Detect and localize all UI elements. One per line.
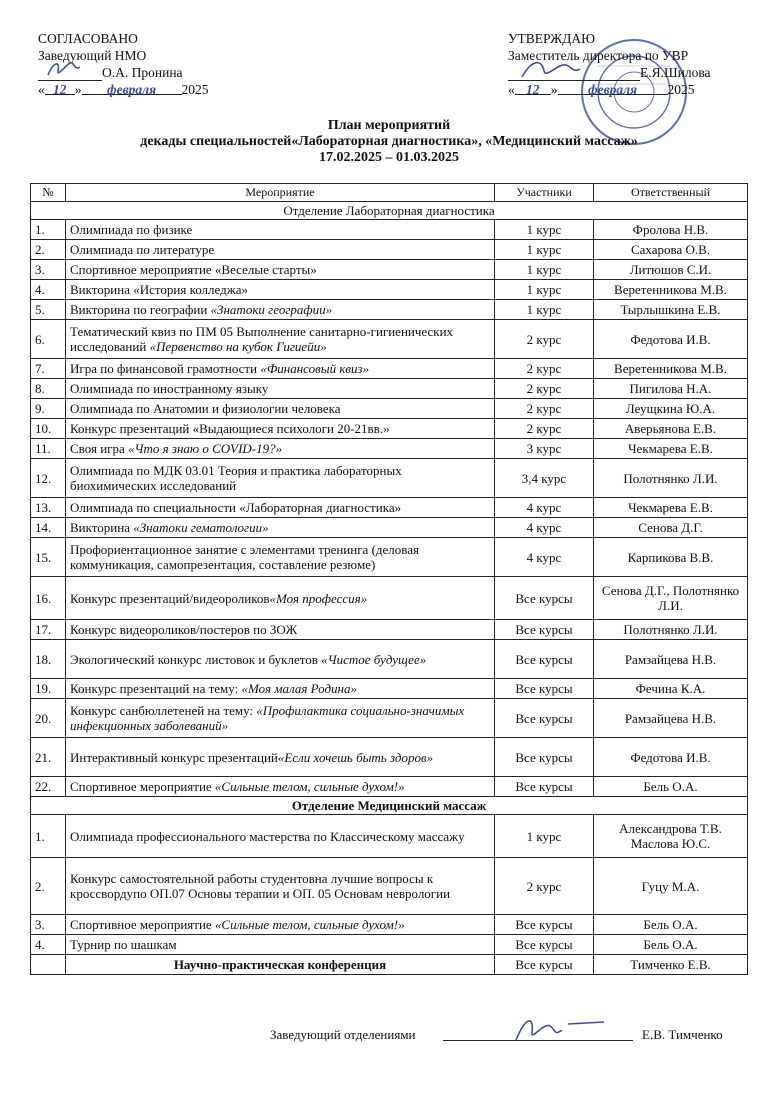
approved-name: Е.Я.Шилова <box>640 65 711 80</box>
event-title-italic: «Моя профессия» <box>269 590 368 606</box>
row-number <box>31 955 66 975</box>
responsible: Бель О.А. <box>594 777 748 797</box>
row-number: 2. <box>31 240 66 260</box>
responsible: Федотова И.В. <box>594 320 748 359</box>
event-title-italic: «Профилактика социально-значимых инфекционных заболеваний» <box>70 703 465 733</box>
approved-role: Заместитель директора по УВР <box>508 48 689 63</box>
table-row <box>31 679 748 699</box>
event-title-italic: «Сильные телом, сильные духом!» <box>214 779 405 794</box>
row-number: 3. <box>31 260 66 280</box>
events-table <box>30 183 748 975</box>
row-number: 7. <box>31 359 66 379</box>
table-row <box>31 320 748 359</box>
agreed-name: О.А. Пронина <box>102 65 183 80</box>
table-row <box>31 260 748 280</box>
date-close-quote: » <box>550 82 558 97</box>
table-row <box>31 439 748 459</box>
responsible: Литюшов С.И. <box>594 260 748 280</box>
participants: 1 курс <box>495 280 594 300</box>
responsible: Александрова Т.В. Маслова Ю.С. <box>594 815 748 858</box>
table-row <box>31 419 748 439</box>
event-title-italic: «Если хочешь быть здоров» <box>277 749 434 765</box>
row-number: 21. <box>31 738 66 777</box>
approved-day: 12 <box>526 82 540 97</box>
row-number: 14. <box>31 518 66 538</box>
date-open-quote: « <box>508 82 515 97</box>
event-title-italic: «Финансовый квиз» <box>260 361 370 376</box>
participants: Все курсы <box>495 738 594 777</box>
event-text: Олимпиада по иностранному языку <box>70 381 269 396</box>
approval-header <box>38 30 744 110</box>
responsible: Полотнянко Л.И. <box>594 459 748 498</box>
participants: 2 курс <box>495 379 594 399</box>
event-title-italic: «Чистое будущее» <box>321 651 427 667</box>
table-row <box>31 399 748 419</box>
table-row <box>31 359 748 379</box>
header-event: Мероприятие <box>66 184 495 202</box>
event-name <box>66 518 495 538</box>
participants: Все курсы <box>495 915 594 935</box>
event-text: Конкурс презентаций/видеороликов <box>70 590 270 606</box>
event-text: Олимпиада профессионального мастерства по Классическому массажу <box>70 828 465 844</box>
participants: Все курсы <box>495 577 594 620</box>
participants: 2 курс <box>495 320 594 359</box>
participants: Все курсы <box>495 640 594 679</box>
event-name <box>66 538 495 577</box>
table-header-row <box>31 184 748 202</box>
event-name <box>66 915 495 935</box>
responsible: Гуцу М.А. <box>594 858 748 915</box>
table-row <box>31 858 748 915</box>
row-number: 12. <box>31 459 66 498</box>
event-text: Тематический квиз по ПМ 05 Выполнение санитарно-гигиенических исследований <box>70 324 454 354</box>
event-text: Конкурс презентаций на тему: <box>70 681 242 696</box>
participants: 4 курс <box>495 518 594 538</box>
table-row <box>31 577 748 620</box>
responsible: Бель О.А. <box>594 915 748 935</box>
responsible: Аверьянова Е.В. <box>594 419 748 439</box>
table-row <box>31 379 748 399</box>
event-text: Конкурс самостоятельной работы студентовна лучшие вопросы к кроссвордупо ОП.07 Основы терапии и ОП. 05 Основам неврологии <box>70 871 451 901</box>
event-text: Турнир по шашкам <box>70 937 177 952</box>
approval-agreed-block <box>38 30 338 98</box>
row-number: 4. <box>31 935 66 955</box>
agreed-day: 12 <box>53 82 67 97</box>
participants: 1 курс <box>495 220 594 240</box>
responsible: Сенова Д.Г., Полотнянко Л.И. <box>594 577 748 620</box>
row-number: 5. <box>31 300 66 320</box>
event-name <box>66 320 495 359</box>
event-title-italic: «Сильные телом, сильные духом!» <box>214 917 405 932</box>
row-number: 13. <box>31 498 66 518</box>
event-text: Спортивное мероприятие <box>70 917 215 932</box>
event-title-italic: «Первенство на кубок Гигиейи» <box>149 339 327 354</box>
event-text: Викторина «История колледжа» <box>70 282 248 297</box>
agreed-signature-line <box>38 64 338 81</box>
date-close-quote: » <box>74 82 82 97</box>
responsible: Леущкина Ю.А. <box>594 399 748 419</box>
table-row <box>31 518 748 538</box>
table-row <box>31 538 748 577</box>
row-number: 8. <box>31 379 66 399</box>
responsible: Чекмарева Е.В. <box>594 498 748 518</box>
responsible: Фечина К.А. <box>594 679 748 699</box>
section-lab-diagnostics: Отделение Лабораторная диагностика <box>31 202 748 220</box>
event-text: Олимпиада по литературе <box>70 242 215 257</box>
event-text: Игра по финансовой грамотности <box>70 361 261 376</box>
conference-event: Научно-практическая конференция <box>66 955 495 975</box>
row-number: 17. <box>31 620 66 640</box>
document-title <box>0 118 778 166</box>
event-name <box>66 640 495 679</box>
header-responsible: Ответственный <box>594 184 748 202</box>
row-number: 20. <box>31 699 66 738</box>
event-name <box>66 220 495 240</box>
agreed-signature-field <box>38 67 102 81</box>
agreed-month-field <box>82 81 182 95</box>
participants: Все курсы <box>495 699 594 738</box>
signature-mark <box>510 1010 610 1046</box>
event-name <box>66 459 495 498</box>
responsible: Сахарова О.В. <box>594 240 748 260</box>
event-text: Викторина по географии <box>70 302 211 317</box>
signature-mark <box>44 57 84 79</box>
event-text: Олимпиада по физике <box>70 222 193 237</box>
event-name <box>66 577 495 620</box>
agreed-month: февраля <box>106 82 157 97</box>
table-row <box>31 699 748 738</box>
event-text: Профориентационное занятие с элементами тренинга (деловая коммуникация, самопрезентация, составление резюме) <box>70 542 419 572</box>
row-number: 19. <box>31 679 66 699</box>
header-num: № <box>31 184 66 202</box>
events-table-body <box>31 202 748 975</box>
footer-label: Заведующий отделениями <box>270 1027 416 1042</box>
responsible: Федотова И.В. <box>594 738 748 777</box>
event-text: Конкурс санбюллетеней на тему: <box>70 703 257 718</box>
participants: Все курсы <box>495 620 594 640</box>
agreed-heading: СОГЛАСОВАНО <box>38 31 138 46</box>
approved-signature-field <box>508 67 640 81</box>
table-row <box>31 815 748 858</box>
event-name <box>66 439 495 459</box>
section-row-lab <box>31 202 748 220</box>
table-row <box>31 777 748 797</box>
event-text: Экологический конкурс листовок и буклетов <box>70 651 322 667</box>
responsible: Веретенникова М.В. <box>594 359 748 379</box>
approved-day-field <box>515 81 551 95</box>
responsible: Тырлышкина Е.В. <box>594 300 748 320</box>
responsible: Рамзайцева Н.В. <box>594 699 748 738</box>
title-line-2: декады специальностей«Лабораторная диагностика», «Медицинский массаж» <box>140 134 638 149</box>
table-row <box>31 498 748 518</box>
event-text: Конкурс презентаций «Выдающиеся психологи 20-21вв.» <box>70 421 390 436</box>
row-number: 4. <box>31 280 66 300</box>
approved-month: февраля <box>587 82 638 97</box>
responsible: Веретенникова М.В. <box>594 280 748 300</box>
agreed-role: Заведующий НМО <box>38 48 147 63</box>
footer-name: Е.В. Тимченко <box>642 1027 723 1042</box>
event-text: Олимпиада по МДК 03.01 Теория и практика лабораторных биохимических исследований <box>70 463 402 493</box>
responsible: Полотнянко Л.И. <box>594 620 748 640</box>
row-number: 18. <box>31 640 66 679</box>
approved-signature-line <box>508 64 748 81</box>
event-name <box>66 260 495 280</box>
table-row <box>31 640 748 679</box>
header-participants: Участники <box>495 184 594 202</box>
event-text: Олимпиада по специальности «Лабораторная диагностика» <box>70 500 402 515</box>
approved-year: 2025 <box>667 82 695 97</box>
event-text: Олимпиада по Анатомии и физиологии человека <box>70 401 341 416</box>
participants: Все курсы <box>495 935 594 955</box>
approved-heading: УТВЕРЖДАЮ <box>508 31 596 46</box>
event-name <box>66 738 495 777</box>
row-number: 1. <box>31 815 66 858</box>
event-title-italic: «Что я знаю о COVID-19?» <box>128 441 283 456</box>
event-name <box>66 777 495 797</box>
event-name <box>66 280 495 300</box>
table-row <box>31 240 748 260</box>
responsible: Карпикова В.В. <box>594 538 748 577</box>
row-number: 1. <box>31 220 66 240</box>
table-row-conference <box>31 955 748 975</box>
table-row <box>31 300 748 320</box>
participants: Все курсы <box>495 777 594 797</box>
row-number: 16. <box>31 577 66 620</box>
event-name <box>66 240 495 260</box>
participants: 1 курс <box>495 240 594 260</box>
date-open-quote: « <box>38 82 45 97</box>
row-number: 3. <box>31 915 66 935</box>
signature-mark <box>514 57 584 81</box>
participants: 3 курс <box>495 439 594 459</box>
participants: 3,4 курс <box>495 459 594 498</box>
participants: 2 курс <box>495 399 594 419</box>
participants: Все курсы <box>495 955 594 975</box>
event-text: Викторина <box>70 520 134 535</box>
event-name <box>66 815 495 858</box>
row-number: 22. <box>31 777 66 797</box>
participants: Все курсы <box>495 679 594 699</box>
row-number: 6. <box>31 320 66 359</box>
event-text: Конкурс видеороликов/постеров по ЗОЖ <box>70 622 298 637</box>
participants: 1 курс <box>495 815 594 858</box>
event-name <box>66 699 495 738</box>
participants: 1 курс <box>495 300 594 320</box>
row-number: 2. <box>31 858 66 915</box>
participants: 4 курс <box>495 498 594 518</box>
responsible: Бель О.А. <box>594 935 748 955</box>
event-text: Интерактивный конкурс презентаций <box>70 749 278 765</box>
event-name <box>66 379 495 399</box>
approved-month-field <box>558 81 668 95</box>
section-row-massage <box>31 797 748 815</box>
event-name <box>66 935 495 955</box>
table-row <box>31 620 748 640</box>
event-title-italic: «Моя малая Родина» <box>241 681 357 696</box>
approved-date <box>508 81 748 98</box>
title-line-1: План мероприятий <box>327 118 451 133</box>
event-name <box>66 679 495 699</box>
responsible: Рамзайцева Н.В. <box>594 640 748 679</box>
event-name <box>66 300 495 320</box>
footer-signature <box>270 1010 740 1050</box>
approval-approved-block <box>508 30 748 98</box>
table-row <box>31 459 748 498</box>
event-name <box>66 419 495 439</box>
event-name <box>66 858 495 915</box>
agreed-day-field <box>45 81 75 95</box>
row-number: 10. <box>31 419 66 439</box>
title-dates: 17.02.2025 – 01.03.2025 <box>319 150 459 165</box>
event-text: Спортивное мероприятие <box>70 779 215 794</box>
table-row <box>31 280 748 300</box>
row-number: 15. <box>31 538 66 577</box>
agreed-date <box>38 81 338 98</box>
responsible: Чекмарева Е.В. <box>594 439 748 459</box>
event-text: Спортивное мероприятие «Веселые старты» <box>70 262 317 277</box>
participants: 4 курс <box>495 538 594 577</box>
event-name <box>66 620 495 640</box>
event-name <box>66 359 495 379</box>
participants: 1 курс <box>495 260 594 280</box>
table-row <box>31 915 748 935</box>
responsible: Тимченко Е.В. <box>594 955 748 975</box>
responsible: Сенова Д.Г. <box>594 518 748 538</box>
event-title-italic: «Знатоки географии» <box>210 302 333 317</box>
event-text: Своя игра <box>70 441 129 456</box>
section-medical-massage: Отделение Медицинский массаж <box>31 797 748 815</box>
table-row <box>31 935 748 955</box>
event-name <box>66 399 495 419</box>
event-title-italic: «Знатоки гематологии» <box>133 520 269 535</box>
participants: 2 курс <box>495 359 594 379</box>
table-row <box>31 738 748 777</box>
table-row <box>31 220 748 240</box>
participants: 2 курс <box>495 858 594 915</box>
agreed-year: 2025 <box>181 82 209 97</box>
event-name <box>66 498 495 518</box>
participants: 2 курс <box>495 419 594 439</box>
responsible: Пигилова Н.А. <box>594 379 748 399</box>
row-number: 9. <box>31 399 66 419</box>
row-number: 11. <box>31 439 66 459</box>
responsible: Фролова Н.В. <box>594 220 748 240</box>
